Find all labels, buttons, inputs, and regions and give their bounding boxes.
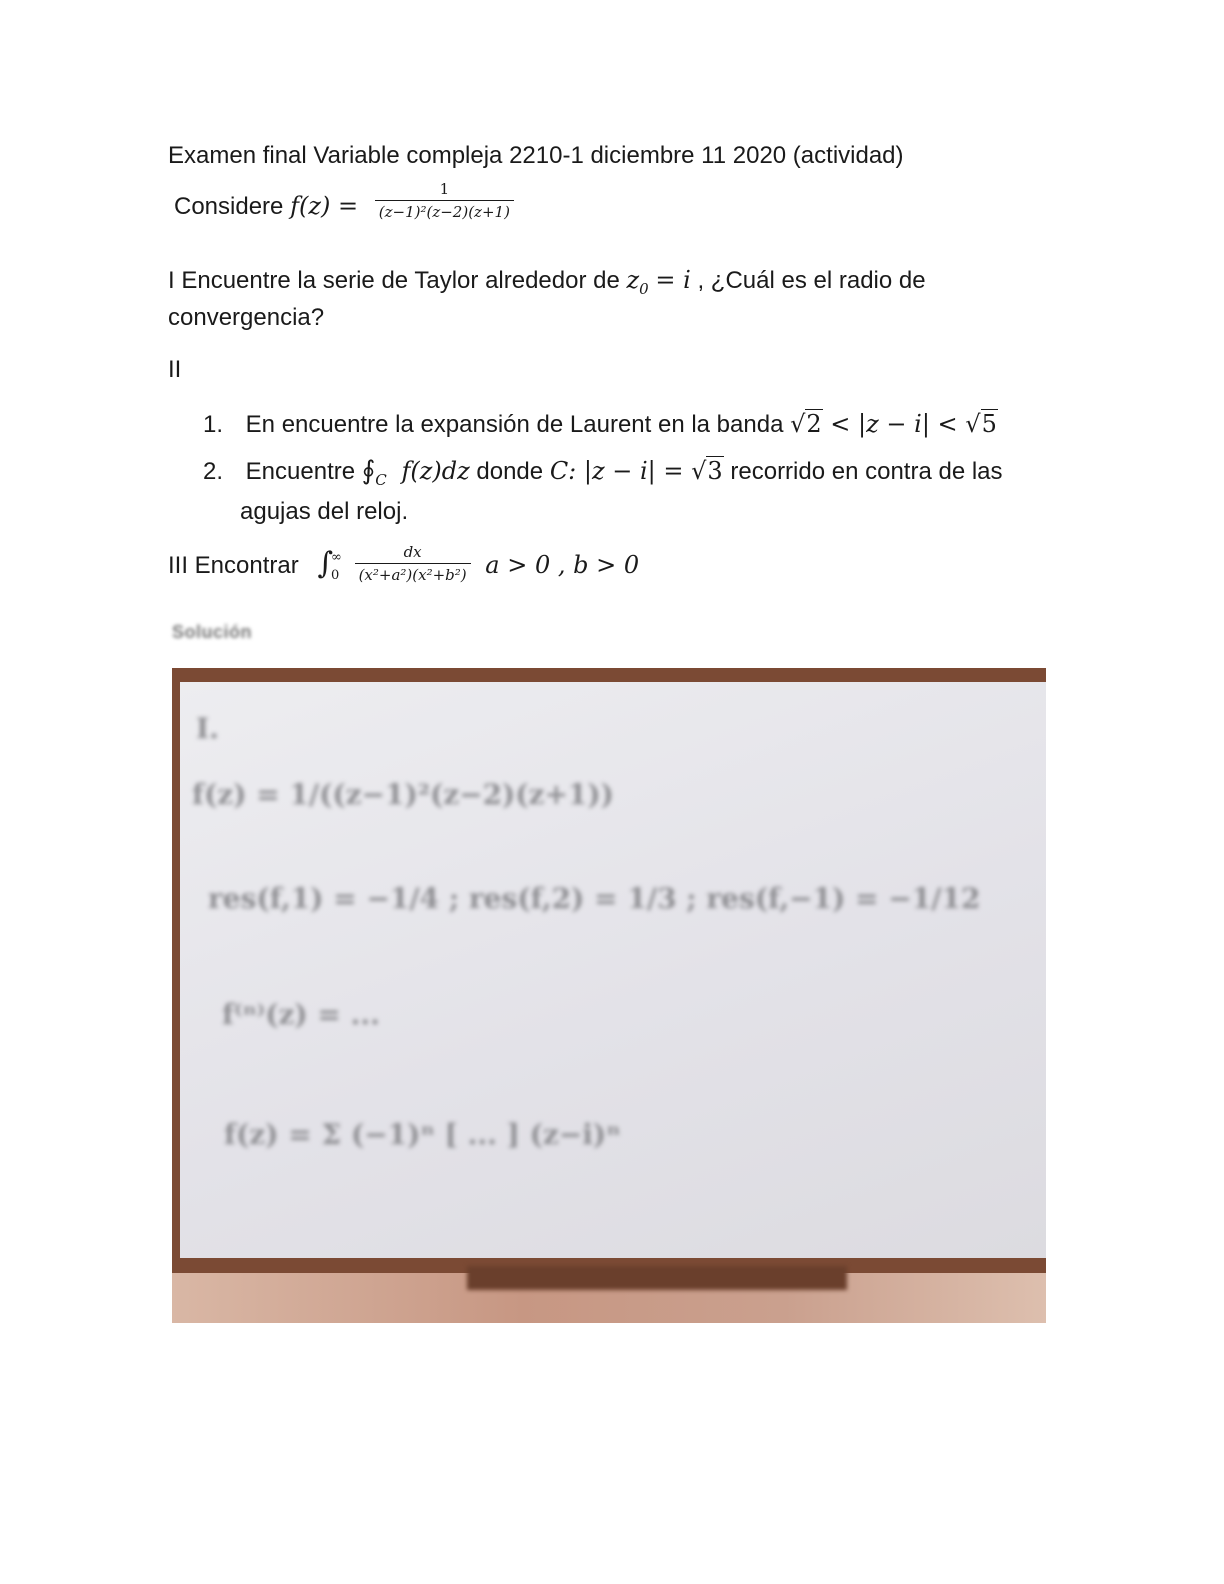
- z0-equals-i: = i: [655, 266, 691, 294]
- z0-subscript: 0: [639, 280, 649, 298]
- sqrt-3: √3: [691, 457, 723, 485]
- integral-limits: [331, 549, 342, 585]
- lower-limit: 0: [331, 567, 340, 583]
- z0-symbol: $z_0$: [626, 266, 649, 298]
- board-line-1: I.: [196, 712, 219, 745]
- solution-heading: Solución: [172, 622, 252, 642]
- contour-equation: C: |z − i| =: [549, 457, 692, 485]
- item-1-number: 1.: [203, 411, 224, 438]
- sqrt-2: √2: [790, 410, 822, 438]
- fx-numerator: 1: [375, 180, 514, 201]
- part-three-line: [168, 543, 640, 585]
- fx-fraction: [375, 180, 514, 221]
- whiteboard-photo: [172, 668, 1046, 1323]
- integral-numerator: dx: [355, 543, 471, 564]
- integral-sign-icon: ∫: [317, 546, 334, 581]
- integral-fraction: [355, 543, 471, 584]
- part-two-item-2: [203, 456, 1003, 489]
- laurent-band: < |z − i| <: [822, 410, 966, 438]
- whiteboard-ledge: [467, 1266, 847, 1290]
- item-2-text-c: recorrido en contra de las: [730, 458, 1003, 485]
- part-three-label: III Encontrar: [168, 552, 299, 579]
- item-2-number: 2.: [203, 458, 224, 485]
- contour-subscript: C: [375, 471, 387, 489]
- considere-line: [174, 180, 514, 222]
- board-line-5: f(z) = Σ (−1)ⁿ [ ... ] (z−i)ⁿ: [224, 1118, 621, 1151]
- considere-label: Considere: [174, 193, 284, 220]
- part-one-line-2: convergencia?: [168, 304, 325, 331]
- upper-limit: ∞: [331, 549, 342, 565]
- integral-denominator: (x²+a²)(x²+b²): [358, 566, 467, 585]
- part-one-text: I Encuentre la serie de Taylor alrededor de: [168, 267, 620, 294]
- board-line-3: res(f,1) = −1/4 ; res(f,2) = 1/3 ; res(f,−1) = −1/12: [208, 882, 981, 915]
- integrand: f(z)dz: [401, 457, 470, 485]
- board-line-4: f⁽ⁿ⁾(z) = ...: [222, 998, 380, 1031]
- fx-denominator: (z−1)²(z−2)(z+1): [378, 203, 510, 222]
- item-2-text-b: donde: [476, 458, 544, 485]
- part-one-line: [168, 266, 926, 298]
- part-one-after: , ¿Cuál es el radio de: [697, 267, 926, 294]
- board-line-2: f(z) = 1/((z−1)²(z−2)(z+1)): [192, 778, 614, 811]
- item-2-text-a: Encuentre: [245, 458, 356, 485]
- part-two-item-1: [203, 410, 998, 439]
- part-two-label: II: [168, 356, 182, 383]
- integral-condition: a > 0 , b > 0: [485, 551, 640, 579]
- contour-integral-icon: ∮: [361, 456, 376, 486]
- part-two-item-2-line-2: agujas del reloj.: [240, 498, 409, 525]
- whiteboard-surface: [180, 682, 1046, 1258]
- item-1-text: En encuentre la expansión de Laurent en la banda: [245, 411, 784, 438]
- document-title: Examen final Variable compleja 2210-1 diciembre 11 2020 (actividad): [168, 142, 904, 169]
- sqrt-5: √5: [965, 410, 997, 438]
- fx-label: f(z) =: [290, 192, 359, 220]
